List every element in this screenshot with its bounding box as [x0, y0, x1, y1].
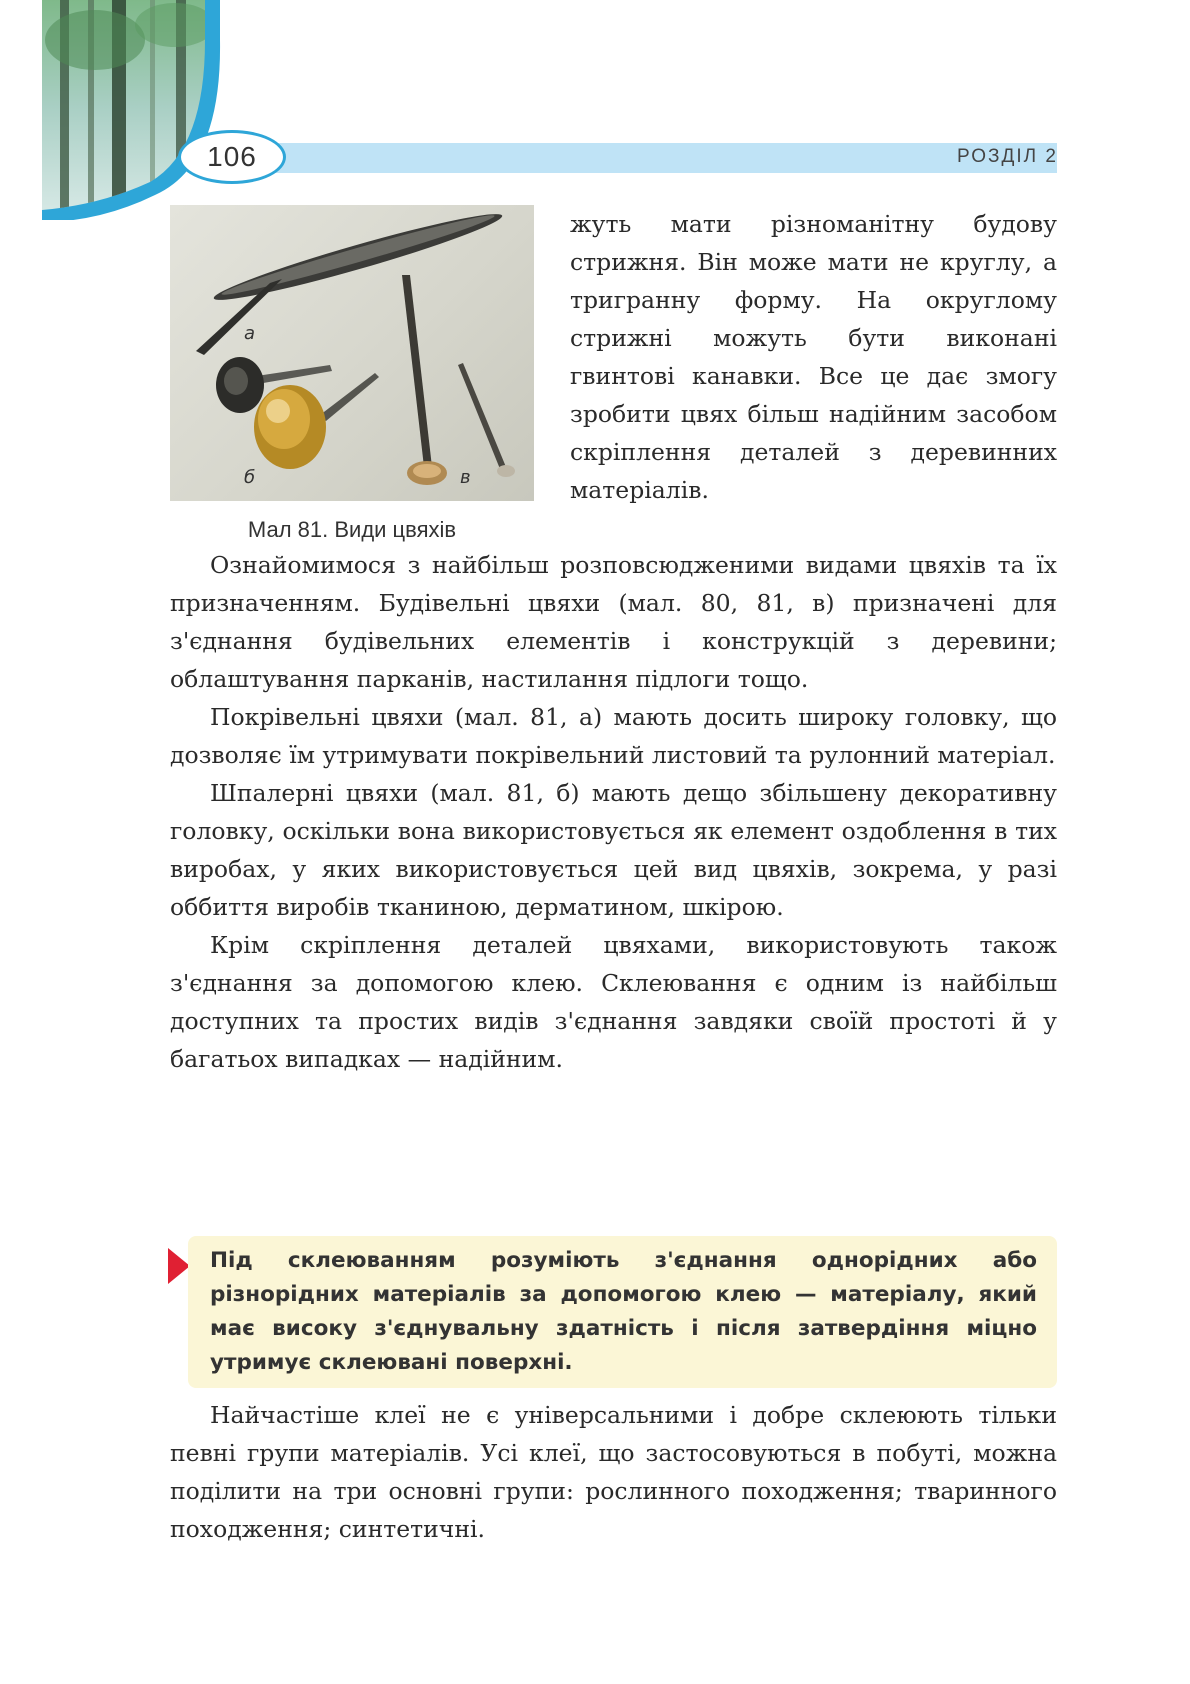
figure-label-b: б: [244, 467, 256, 488]
paragraph-4: Крім скріплення деталей цвяхами, використовують також з'єднання за допомогою клею. Склеювання є одним із найбільш доступних та простих видів з'єднання завдяки своїй простоті й у багатьох випадках — надійним.: [170, 931, 1057, 1073]
figure-caption: Мал 81. Види цвяхів: [247, 517, 457, 542]
paragraph-3: Шпалерні цвяхи (мал. 81, б) мають дещо збільшену декоративну головку, оскільки вона використовується як елемент оздоблення в тих виробах, у яких використовується цей вид цвяхів, зокрема, у разі оббиття виробів тканиною, дерматином, шкірою.: [170, 779, 1057, 921]
figure-label-v: в: [460, 467, 471, 488]
figure-label-a: а: [244, 323, 256, 344]
paragraph-5: Найчастіше клеї не є універсальними і добре склеюють тільки певні групи матеріалів. Усі клеї, що застосовуються в побуті, можна поділити на три основні групи: рослинного походження; тваринного походження; синтетичні.: [170, 1401, 1057, 1543]
page-number: 106: [178, 130, 286, 184]
right-column-text: [570, 205, 1057, 509]
bottom-body: [170, 1396, 1057, 1548]
section-title: РОЗДІЛ 2: [957, 146, 1058, 167]
paragraph-1: Ознайомимося з найбільш розповсюдженими видами цвяхів та їх призначенням. Будівельні цвяхи (мал. 80, 81, в) призначені для з'єднання будівельних елементів і конструкцій з деревини; облаштування парканів, настилання підлоги тощо.: [170, 551, 1057, 693]
nails-photo: [170, 205, 534, 501]
paragraph-continuation: жуть мати різноманітну будову стрижня. Він може мати не круглу, а тригранну форму. На округлому стрижні можуть бути виконані гвинтові канавки. Все це дає змогу зробити цвях більш надійним засобом скріплення деталей з деревинних матеріалів.: [570, 210, 1057, 504]
header-bar: [265, 143, 1057, 173]
main-body: [170, 546, 1057, 1078]
forest-corner-decoration: [0, 0, 230, 220]
paragraph-2: Покрівельні цвяхи (мал. 81, а) мають досить широку головку, що дозволяє їм утримувати покрівельний листовий та рулонний матеріал.: [170, 703, 1057, 769]
definition-box: Під склеюванням розуміють з'єднання однорідних або різнорідних матеріалів за допомогою клею — матеріалу, який має високу з'єднувальну здатність і після затвердіння міцно утримує склеювані поверхні.: [188, 1236, 1057, 1388]
definition-marker-icon: [168, 1248, 190, 1284]
